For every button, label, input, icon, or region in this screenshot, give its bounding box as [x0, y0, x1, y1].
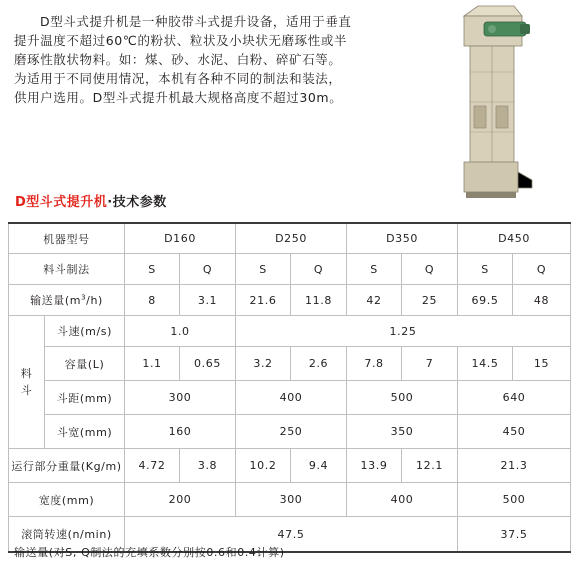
- pitch-label: 斗距(mm): [45, 381, 125, 415]
- footnote: 输送量(对S, Q制法的充填系数分别按0.6和0.4计算): [14, 546, 285, 559]
- width-cell: 400: [347, 483, 458, 517]
- bucket-elevator-image: [458, 2, 536, 202]
- capacity-cell: 11.8: [291, 285, 347, 316]
- volume-label: 容量(L): [45, 347, 125, 381]
- capacity-cell: 25: [402, 285, 458, 316]
- row-weight: [9, 449, 571, 483]
- capacity-cell: 21.6: [236, 285, 291, 316]
- method-cell: Q: [513, 254, 571, 285]
- row-bucket-width: [9, 415, 571, 449]
- drum-cell: 47.5: [125, 517, 458, 553]
- intro-line-4: 为适用于不同使用情况，本机有各种不同的制法和装法，: [14, 71, 342, 86]
- row-pitch: [9, 381, 571, 415]
- drum-cell: 37.5: [458, 517, 571, 553]
- volume-cell: 14.5: [458, 347, 513, 381]
- intro-line-1: D型斗式提升机是一种胶带斗式提升设备，适用于垂直: [40, 14, 352, 29]
- spec-table: [8, 222, 571, 553]
- pitch-cell: 300: [125, 381, 236, 415]
- bucket-group-label: 料 斗: [9, 316, 45, 449]
- speed-label: 斗速(m/s): [45, 316, 125, 347]
- row-speed: [9, 316, 571, 347]
- row-method: [9, 254, 571, 285]
- intro-line-2: 提升温度不超过60℃的粉状、粒状及小块状无磨琢性或半: [14, 33, 348, 48]
- weight-cell: 10.2: [236, 449, 291, 483]
- pitch-cell: 640: [458, 381, 571, 415]
- capacity-label: 输送量$(m^3/h)$: [9, 285, 125, 316]
- intro-text: [14, 12, 454, 107]
- model-d350: D350: [347, 223, 458, 254]
- bucket-width-cell: 450: [458, 415, 571, 449]
- width-cell: 200: [125, 483, 236, 517]
- volume-cell: 3.2: [236, 347, 291, 381]
- row-volume: [9, 347, 571, 381]
- speed-cell: 1.25: [236, 316, 571, 347]
- width-cell: 500: [458, 483, 571, 517]
- row-capacity: [9, 285, 571, 316]
- speed-cell: 1.0: [125, 316, 236, 347]
- method-cell: S: [125, 254, 180, 285]
- intro-line-5: 供用户选用。D型斗式提升机最大规格高度不超过30m。: [14, 90, 343, 105]
- method-cell: S: [236, 254, 291, 285]
- section-title: [15, 191, 167, 210]
- method-cell: S: [458, 254, 513, 285]
- capacity-cell: 69.5: [458, 285, 513, 316]
- method-cell: S: [347, 254, 402, 285]
- section-title-sub: ·技术参数: [107, 195, 167, 210]
- model-d250: D250: [236, 223, 347, 254]
- drum-label: 滚筒转速(n/min): [9, 517, 125, 553]
- bucket-width-cell: 350: [347, 415, 458, 449]
- volume-cell: 2.6: [291, 347, 347, 381]
- method-label: 料斗制法: [9, 254, 125, 285]
- weight-cell: 3.8: [180, 449, 236, 483]
- row-width: [9, 483, 571, 517]
- width-label: 宽度(mm): [9, 483, 125, 517]
- capacity-cell: 3.1: [180, 285, 236, 316]
- volume-cell: 7.8: [347, 347, 402, 381]
- capacity-cell: 48: [513, 285, 571, 316]
- weight-cell: 13.9: [347, 449, 402, 483]
- bucket-width-label: 斗宽(mm): [45, 415, 125, 449]
- pitch-cell: 400: [236, 381, 347, 415]
- model-d450: D450: [458, 223, 571, 254]
- weight-cell: 4.72: [125, 449, 180, 483]
- intro-line-3: 磨琢性散状物料。如：煤、砂、水泥、白粉、碎矿石等。: [14, 52, 342, 67]
- volume-cell: 1.1: [125, 347, 180, 381]
- weight-label: 运行部分重量(Kg/m): [9, 449, 125, 483]
- capacity-cell: 42: [347, 285, 402, 316]
- method-cell: Q: [180, 254, 236, 285]
- volume-cell: 7: [402, 347, 458, 381]
- section-title-main: D型斗式提升机: [15, 195, 108, 210]
- row-model: [9, 223, 571, 254]
- weight-cell: 21.3: [458, 449, 571, 483]
- method-cell: Q: [291, 254, 347, 285]
- weight-cell: 9.4: [291, 449, 347, 483]
- bucket-width-cell: 250: [236, 415, 347, 449]
- weight-cell: 12.1: [402, 449, 458, 483]
- method-cell: Q: [402, 254, 458, 285]
- pitch-cell: 500: [347, 381, 458, 415]
- volume-cell: 15: [513, 347, 571, 381]
- model-d160: D160: [125, 223, 236, 254]
- volume-cell: 0.65: [180, 347, 236, 381]
- capacity-cell: 8: [125, 285, 180, 316]
- width-cell: 300: [236, 483, 347, 517]
- bucket-width-cell: 160: [125, 415, 236, 449]
- model-label: 机器型号: [9, 223, 125, 254]
